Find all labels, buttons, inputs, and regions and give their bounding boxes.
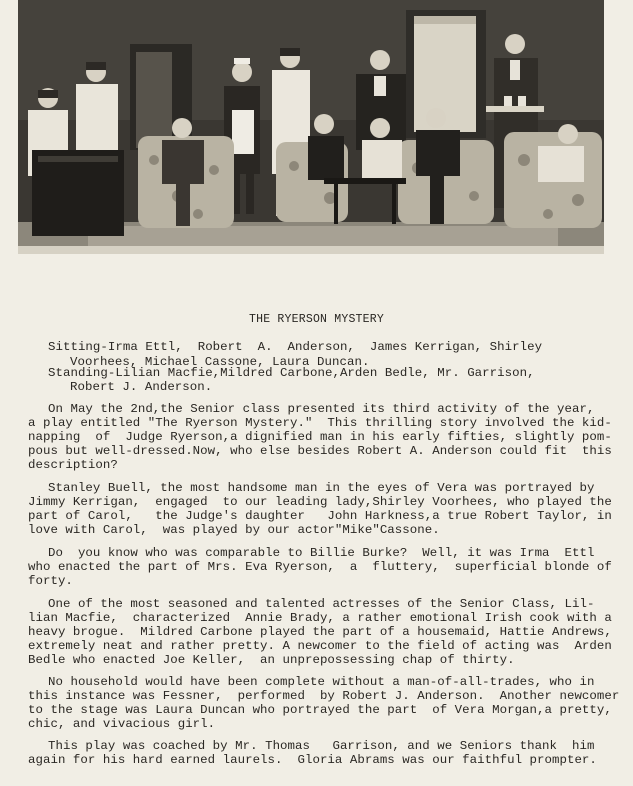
paragraph-5-line-1: No household would have been complete without a man-of-all-trades, who in bbox=[48, 675, 595, 689]
paragraph-4-line-1: One of the most seasoned and talented actresses of the Senior Class, Lil- bbox=[48, 597, 595, 611]
paragraph-2-line-3: part of Carol, the Judge's daughter John Harkness,a true Robert Taylor, in bbox=[28, 509, 612, 523]
paragraph-1-line-1: On May the 2nd,the Senior class presented its third activity of the year, bbox=[48, 402, 595, 416]
article-title: THE RYERSON MYSTERY bbox=[249, 313, 384, 326]
paragraph-3-line-3: forty. bbox=[28, 574, 73, 588]
paragraph-2-line-1: Stanley Buell, the most handsome man in the eyes of Vera was portrayed by bbox=[48, 481, 595, 495]
paragraph-1-line-2: a play entitled "The Ryerson Mystery." This thrilling story involved the kid- bbox=[28, 416, 612, 430]
paragraph-3-line-2: who enacted the part of Mrs. Eva Ryerson, a fluttery, superficial blonde of bbox=[28, 560, 612, 574]
paragraph-4-line-2: lian Macfie, characterized Annie Brady, a rather emotional Irish cook with a bbox=[28, 611, 612, 625]
paragraph-4-line-5: Bedle who enacted Joe Keller, an unprepossessing chap of thirty. bbox=[28, 653, 515, 667]
paragraph-5-line-3: to the stage was Laura Duncan who portrayed the part of Vera Morgan,a pretty, bbox=[28, 703, 612, 717]
cast-standing-line-2: Robert J. Anderson. bbox=[70, 380, 213, 394]
cast-photograph bbox=[18, 0, 604, 254]
cast-sitting-line-2: Voorhees, Michael Cassone, Laura Duncan. bbox=[70, 355, 370, 369]
cast-standing-line-1: Standing-Lilian Macfie,Mildred Carbone,Arden Bedle, Mr. Garrison, bbox=[48, 366, 535, 380]
paragraph-5-line-2: this instance was Fessner, performed by Robert J. Anderson. Another newcomer bbox=[28, 689, 620, 703]
paragraph-4-line-3: heavy brogue. Mildred Carbone played the part of a housemaid, Hattie Andrews, bbox=[28, 625, 612, 639]
paragraph-6-line-2: again for his hard earned laurels. Gloria Abrams was our faithful prompter. bbox=[28, 753, 597, 767]
paragraph-4-line-4: extremely neat and rather pretty. A newcomer to the field of acting was Arden bbox=[28, 639, 612, 653]
paragraph-1-line-3: napping of Judge Ryerson,a dignified man in his early fifties, slightly pom- bbox=[28, 430, 612, 444]
paragraph-5-line-4: chic, and vivacious girl. bbox=[28, 717, 216, 731]
paragraph-2-line-2: Jimmy Kerrigan, engaged to our leading lady,Shirley Voorhees, who played the bbox=[28, 495, 612, 509]
paragraph-1-line-4: pous but well-dressed.Now, who else besides Robert A. Anderson could fit this bbox=[28, 444, 612, 458]
paragraph-2-line-4: love with Carol, was played by our actor"Mike"Cassone. bbox=[28, 523, 440, 537]
cast-sitting-line-1: Sitting-Irma Ettl, Robert A. Anderson, James Kerrigan, Shirley bbox=[48, 340, 543, 354]
paragraph-1-line-5: description? bbox=[28, 458, 118, 472]
paragraph-3-line-1: Do you know who was comparable to Billie Burke? Well, it was Irma Ettl bbox=[48, 546, 595, 560]
cast-photo-scene bbox=[18, 0, 604, 254]
paragraph-6-line-1: This play was coached by Mr. Thomas Garrison, and we Seniors thank him bbox=[48, 739, 595, 753]
